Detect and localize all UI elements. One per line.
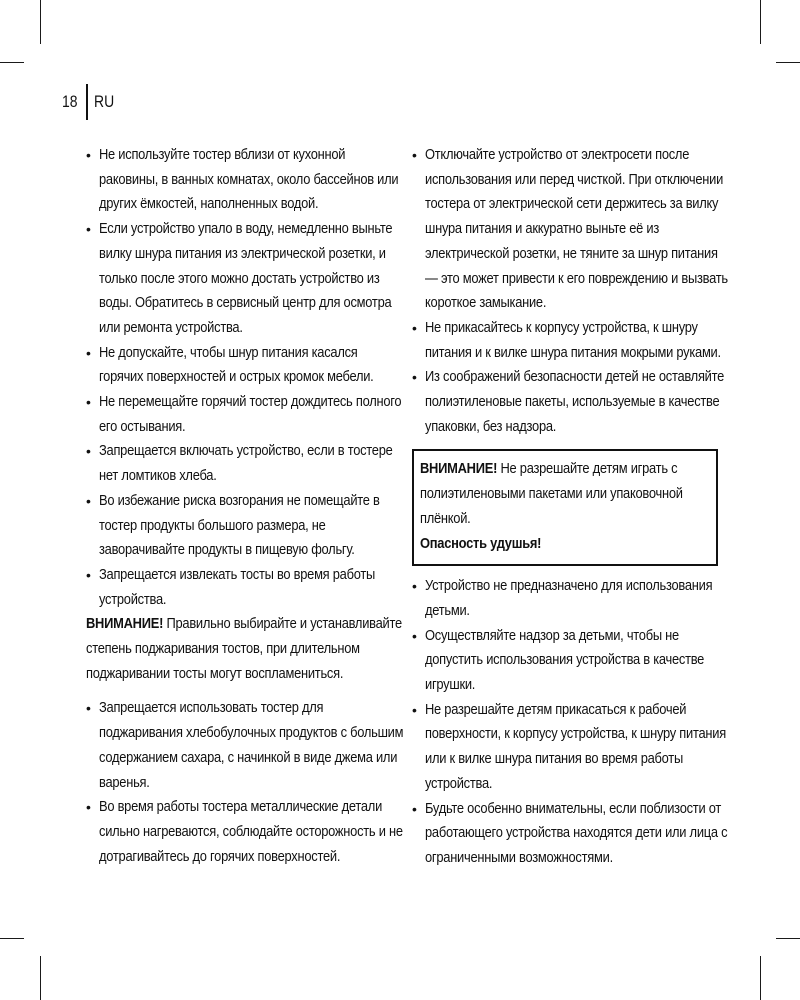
bullet: •: [412, 627, 417, 644]
crop-mark: [0, 938, 24, 939]
warning-label: ВНИМАНИЕ!: [86, 615, 164, 633]
page-number: 18: [62, 92, 78, 111]
list-item: • Не используйте тостер вблизи от кухонной раковины, в ванных комнатах, около бассейнов или других ёмкостей, наполненных водой.: [86, 143, 404, 217]
crop-mark: [760, 956, 761, 1000]
warning-box: [412, 449, 718, 566]
list-item: • Не допускайте, чтобы шнур питания касался горячих поверхностей и острых кромок мебели.: [86, 341, 404, 390]
bullet: •: [86, 221, 91, 238]
list-item: • Запрещается включать устройство, если в тостере нет ломтиков хлеба.: [86, 439, 404, 488]
bullet: •: [86, 394, 91, 411]
safety-list: [86, 143, 404, 612]
list-item: • Если устройство упало в воду, немедленно выньте вилку шнура питания из электрической розетки, и только после этого можно достать устройство из воды. Обратитесь в сервисный центр для осмотра или ремонта устройства.: [86, 217, 404, 341]
list-item: • Не разрешайте детям прикасаться к рабочей поверхности, к корпусу устройства, к шнуру питания или к вилке шнура питания во время работы устройства.: [412, 698, 730, 797]
list-item: • Будьте особенно внимательны, если поблизости от работающего устройства находятся дети или лица с ограниченными возможностями.: [412, 797, 730, 871]
crop-mark: [40, 0, 41, 44]
list-item: • Не перемещайте горячий тостер дождитесь полного его остывания.: [86, 390, 404, 439]
bullet: •: [86, 799, 91, 816]
list-item: • Устройство не предназначено для использования детьми.: [412, 574, 730, 623]
safety-list: [412, 574, 730, 870]
crop-mark: [0, 62, 24, 63]
bullet: •: [412, 369, 417, 386]
bullet: •: [86, 344, 91, 361]
left-column: [86, 143, 404, 869]
bullet: •: [412, 319, 417, 336]
bullet: •: [86, 492, 91, 509]
header-divider: [86, 84, 88, 120]
list-item: • Запрещается использовать тостер для поджаривания хлебобулочных продуктов с большим содержанием сахара, с начинкой в виде джема или варенья.: [86, 696, 404, 795]
language-code: RU: [94, 92, 115, 111]
bullet: •: [86, 700, 91, 717]
list-item: • Во время работы тостера металлические детали сильно нагреваются, соблюдайте осторожность и не дотрагивайтесь до горячих поверхностей.: [86, 795, 404, 869]
warning-text: Правильно выбирайте и устанавливайте степень поджаривания тостов, при длительном поджаривании тосты могут воспламениться.: [86, 615, 402, 682]
list-item: • Отключайте устройство от электросети после использования или перед чисткой. При отключении тостера от электрической сети держитесь за вилку шнура питания и аккуратно выньте её из электрической розетки, не тяните за шнур питания — это может привести к его повреждению и вызвать короткое замыкание.: [412, 143, 730, 316]
crop-mark: [776, 938, 800, 939]
bullet: •: [412, 147, 417, 163]
list-item: • Во избежание риска возгорания не помещайте в тостер продукты большого размера, не заворачивайте продукты в пищевую фольгу.: [86, 489, 404, 563]
crop-mark: [776, 62, 800, 63]
list-item: • Осуществляйте надзор за детьми, чтобы не допустить использования устройства в качестве игрушки.: [412, 624, 730, 698]
bullet: •: [412, 578, 417, 595]
list-item: • Запрещается извлекать тосты во время работы устройства.: [86, 563, 404, 612]
bullet: •: [412, 701, 417, 718]
right-column: [412, 143, 730, 871]
crop-mark: [40, 956, 41, 1000]
bullet: •: [86, 147, 91, 163]
safety-list: [86, 696, 404, 869]
list-item: • Не прикасайтесь к корпусу устройства, к шнуру питания и к вилке шнура питания мокрыми руками.: [412, 316, 730, 365]
safety-list: [412, 143, 730, 439]
warning-note: [86, 612, 404, 686]
bullet: •: [86, 443, 91, 460]
bullet: •: [412, 800, 417, 817]
crop-mark: [760, 0, 761, 44]
warning-label: ВНИМАНИЕ!: [420, 460, 498, 478]
bullet: •: [86, 566, 91, 583]
warning-text: Не разрешайте детям играть с полиэтиленовыми пакетами или упаковочной плёнкой.: [420, 460, 683, 527]
list-item: • Из соображений безопасности детей не оставляйте полиэтиленовые пакеты, используемые в качестве упаковки, без надзора.: [412, 365, 730, 439]
danger-label: Опасность удушья!: [420, 534, 542, 552]
